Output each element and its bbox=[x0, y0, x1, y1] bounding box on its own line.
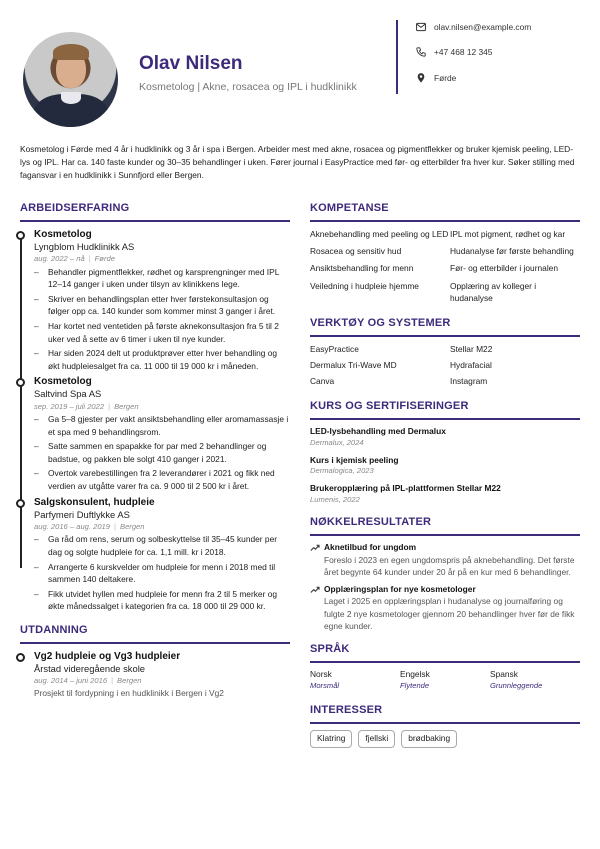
education-school: Årstad videregående skole bbox=[34, 662, 146, 674]
achievement-title: Aknetilbud for ungdom bbox=[324, 542, 417, 553]
achievement-entry bbox=[310, 542, 580, 578]
job-bullet: – Har siden 2024 delt ut produktprøver etter hver behandling og økt hudpleiesalget fra ca. 11 000 til 19 000 kr i måneden. bbox=[34, 347, 290, 372]
interests-list bbox=[310, 730, 580, 748]
contact-email[interactable] bbox=[416, 21, 531, 33]
tool-item: Stellar M22 bbox=[450, 343, 493, 354]
course-title: Brukeropplæring på IPL-plattformen Stellar M22 bbox=[310, 483, 501, 494]
resume-header bbox=[0, 0, 600, 140]
section-title-experience: ARBEIDSERFARING bbox=[20, 201, 290, 222]
language-name: Norsk bbox=[310, 668, 332, 679]
course-entry bbox=[310, 455, 580, 477]
job-company: Parfymeri Duftlykke AS bbox=[34, 508, 130, 520]
job-bullet: – Arrangerte 6 kurskvelder om hudpleie for menn i 2018 med til sammen 140 deltakere. bbox=[34, 561, 290, 586]
education-meta: aug. 2014 – juni 2016 | Bergen bbox=[34, 676, 142, 686]
achievement-entry bbox=[310, 584, 580, 632]
skill-item: Før- og etterbilder i journalen bbox=[450, 263, 558, 274]
language-item bbox=[400, 669, 490, 691]
job-bullet: – Behandler pigmentflekker, rødhet og karsprengninger med IPL 12–14 ganger i uken under tilsyn av klinikkens lege. bbox=[34, 266, 290, 291]
interest-tag: fjellski bbox=[358, 730, 395, 748]
language-level: Flytende bbox=[400, 680, 430, 690]
job-entry bbox=[20, 228, 290, 372]
language-level: Grunnleggende bbox=[490, 680, 543, 690]
language-item bbox=[310, 669, 400, 691]
education-description: Prosjekt til fordypning i en hudklinikk i Bergen i Vg2 bbox=[34, 687, 224, 698]
job-title: Kosmetolog bbox=[34, 376, 92, 388]
job-meta: aug. 2022 – nå | Førde bbox=[34, 254, 115, 264]
job-entry bbox=[20, 375, 290, 492]
job-meta: aug. 2016 – aug. 2019 | Bergen bbox=[34, 521, 145, 531]
section-title-languages: SPRÅK bbox=[310, 642, 580, 663]
tool-item: Dermalux Tri-Wave MD bbox=[310, 360, 397, 370]
education-entry bbox=[20, 650, 290, 699]
achievement-description: Foreslo i 2023 en egen ungdomspris på aknebehandling. Det første året begynte 64 kunder under 20 år på en kur med 6 behandlinger. bbox=[324, 555, 575, 578]
course-meta: Dermalogica, 2023 bbox=[310, 466, 374, 476]
job-bullet: – Satte sammen en spapakke for par med 2 behandlinger og badstue, og pakken ble solgt 410 ganger i 2021. bbox=[34, 440, 290, 465]
skill-item: Rosacea og sensitiv hud bbox=[310, 246, 402, 257]
contact-phone[interactable] bbox=[416, 46, 492, 58]
job-bullet: – Ga 5–8 gjester per vakt ansiktsbehandling eller aromamassasje i et spa med 9 behandlingsrom. bbox=[34, 413, 290, 438]
language-name: Spansk bbox=[490, 668, 518, 679]
skill-item: IPL mot pigment, rødhet og kar bbox=[450, 228, 566, 239]
timeline-dot bbox=[16, 378, 25, 387]
interest-tag: brødbaking bbox=[401, 730, 457, 748]
contact-location bbox=[416, 72, 456, 84]
job-dates: aug. 2016 – aug. 2019 bbox=[34, 521, 111, 531]
course-title: LED-lysbehandling med Dermalux bbox=[310, 426, 446, 437]
job-location: Førde bbox=[94, 254, 115, 264]
right-column bbox=[310, 201, 580, 748]
job-bullet: – Har kortet ned ventetiden på første aknekonsultasjon fra 5 til 2 uker ved å sette av 6 timer i uken til nye kunder. bbox=[34, 320, 290, 345]
interest-tag: Klatring bbox=[310, 730, 352, 748]
trend-up-icon bbox=[310, 586, 320, 594]
job-company: Saltvind Spa AS bbox=[34, 388, 102, 400]
job-dates: sep. 2019 – juli 2022 bbox=[34, 401, 105, 411]
job-bullets bbox=[34, 266, 290, 373]
tool-item: Hydrafacial bbox=[450, 360, 492, 370]
trend-up-icon bbox=[310, 544, 320, 552]
course-meta: Lumenis, 2022 bbox=[310, 494, 360, 504]
course-entry bbox=[310, 426, 580, 448]
job-bullets bbox=[34, 413, 290, 493]
course-title: Kurs i kjemisk peeling bbox=[310, 454, 399, 465]
tool-item: Canva bbox=[310, 376, 335, 387]
skill-item: Opplæring av kolleger i hudanalyse bbox=[450, 280, 537, 303]
left-column bbox=[20, 201, 290, 702]
skill-item: Aknebehandling med peeling og LED bbox=[310, 228, 449, 239]
profile-summary: Kosmetolog i Førde med 4 år i hudklinikk og 3 år i spa i Bergen. Arbeider mest med akne, rosacea og pigmentflekker og bruker kjemisk peeling, LED-lys og IPL. Har ca. 140 faste kunder og 30–35 behandlinger i uken. Fører journal i EasyPractice med før- og etterbilder fra hver kur. Søker stilling med fagansvar i en hudklinikk i Sunnfjord eller Bergen. bbox=[20, 144, 575, 181]
tools-grid bbox=[310, 343, 580, 388]
language-level: Morsmål bbox=[310, 680, 340, 690]
timeline-dot bbox=[16, 499, 25, 508]
job-bullets bbox=[34, 533, 290, 613]
course-entry bbox=[310, 483, 580, 505]
tool-item: EasyPractice bbox=[310, 343, 359, 354]
skill-item: Ansiktsbehandling for menn bbox=[310, 263, 414, 274]
envelope-icon bbox=[416, 22, 426, 32]
job-bullet: – Ga råd om rens, serum og solbeskyttelse til 35–45 kunder per dag og solgte hudpleie for ca. 1,1 mill. kr i 2018. bbox=[34, 533, 290, 558]
job-bullet: – Skriver en behandlingsplan etter hver førstekonsultasjon og følger opp ca. 140 kunder som kommer minst 3 ganger i året. bbox=[34, 293, 290, 318]
section-title-education: UTDANNING bbox=[20, 623, 290, 644]
section-title-interests: INTERESSER bbox=[310, 703, 580, 724]
job-title: Salgskonsulent, hudpleie bbox=[34, 496, 155, 508]
skill-item: Veiledning i hudpleie hjemme bbox=[310, 280, 419, 291]
candidate-title: Kosmetolog | Akne, rosacea og IPL i hudklinikk bbox=[139, 81, 357, 93]
job-bullet: – Fikk utvidet hyllen med hudpleie for menn fra 2 til 5 merker og økte månedssalget i kategorien fra ca. 18 000 til 29 000 kr. bbox=[34, 588, 290, 613]
timeline-dot bbox=[16, 231, 25, 240]
language-item bbox=[490, 669, 580, 691]
languages-list bbox=[310, 669, 580, 691]
job-title: Kosmetolog bbox=[34, 228, 92, 240]
job-meta: sep. 2019 – juli 2022 | Bergen bbox=[34, 401, 139, 411]
course-meta: Dermalux, 2024 bbox=[310, 438, 364, 448]
experience-list bbox=[20, 228, 290, 613]
timeline-dot bbox=[16, 653, 25, 662]
phone-icon bbox=[416, 47, 426, 57]
education-title: Vg2 hudpleie og Vg3 hudpleier bbox=[34, 650, 181, 662]
skill-item: Hudanalyse før første behandling bbox=[450, 246, 574, 257]
location-pin-icon bbox=[416, 73, 426, 83]
achievement-title: Opplæringsplan for nye kosmetologer bbox=[324, 583, 476, 594]
section-title-courses: KURS OG SERTIFISERINGER bbox=[310, 399, 580, 420]
achievement-description: Laget i 2025 en opplæringsplan i hudanalyse og journalføring og fulgte 2 nye kosmetologer gjennom 20 behandlinger hver før de fikk egne kunder. bbox=[324, 596, 575, 631]
section-title-tools: VERKTØY OG SYSTEMER bbox=[310, 316, 580, 337]
contact-location-text: Førde bbox=[434, 73, 457, 83]
education-location: Bergen bbox=[117, 676, 142, 686]
job-location: Bergen bbox=[120, 521, 145, 531]
language-name: Engelsk bbox=[400, 668, 430, 679]
contact-email-text: olav.nilsen@example.com bbox=[434, 22, 532, 32]
job-bullet: – Overtok varebestillingen fra 2 leverandører i 2021 og fikk ned verdien av utgåtte varer fra ca. 9 000 til 2 500 kr i året. bbox=[34, 467, 290, 492]
tool-item: Instagram bbox=[450, 376, 488, 387]
job-location: Bergen bbox=[114, 401, 139, 411]
header-divider bbox=[396, 20, 398, 94]
job-entry bbox=[20, 496, 290, 613]
education-dates: aug. 2014 – juni 2016 bbox=[34, 676, 108, 686]
profile-photo bbox=[23, 32, 118, 127]
job-dates: aug. 2022 – nå bbox=[34, 254, 85, 264]
skills-grid bbox=[310, 228, 580, 304]
candidate-name: Olav Nilsen bbox=[139, 53, 243, 74]
job-company: Lyngblom Hudklinikk AS bbox=[34, 240, 135, 252]
section-title-skills: KOMPETANSE bbox=[310, 201, 580, 222]
section-title-achievements: NØKKELRESULTATER bbox=[310, 515, 580, 536]
contact-phone-text: +47 468 12 345 bbox=[434, 47, 493, 57]
